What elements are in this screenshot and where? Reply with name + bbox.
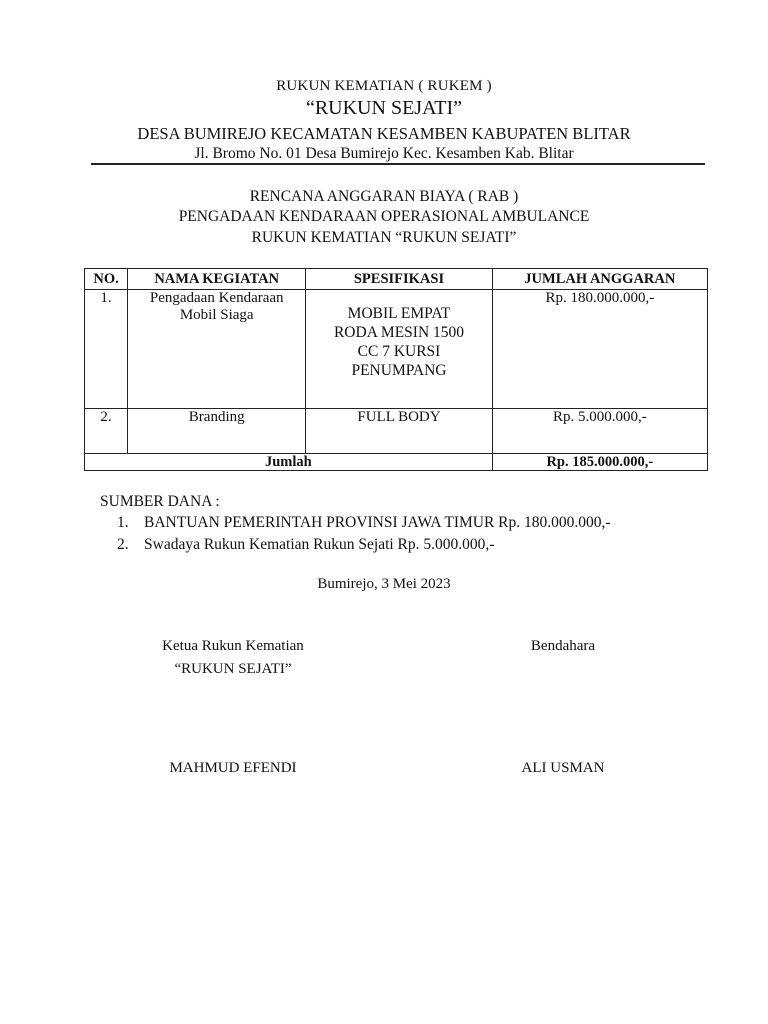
doc-title-line2: PENGADAAN KENDARAAN OPERASIONAL AMBULANCE <box>178 208 590 225</box>
region-line: DESA BUMIREJO KECAMATAN KESAMBEN KABUPATEN BLITAR <box>137 124 631 143</box>
signature-block-right <box>463 635 663 658</box>
header-no: NO. <box>85 269 128 290</box>
cell-line: RODA MESIN 1500 <box>333 324 465 341</box>
table-total-row <box>85 454 708 471</box>
list-item <box>117 536 494 554</box>
signer-title: Ketua Rukun Kematian <box>162 638 304 654</box>
header-divider <box>91 163 705 165</box>
sumber-dana-label: SUMBER DANA : <box>100 493 220 510</box>
signer-name-left: MAHMUD EFENDI <box>169 760 297 776</box>
cell-nama-kegiatan <box>128 409 306 454</box>
list-text: Swadaya Rukun Kematian Rukun Sejati Rp. 5.000.000,- <box>144 536 495 553</box>
org-line: RUKUN KEMATIAN ( RUKEM ) <box>276 78 492 94</box>
doc-title-line1: RENCANA ANGGARAN BIAYA ( RAB ) <box>249 188 519 205</box>
header-spesifikasi: SPESIFIKASI <box>306 269 492 290</box>
cell-line: MOBIL EMPAT <box>347 305 451 322</box>
cell-jumlah: Rp. 180.000.000,- <box>492 290 707 409</box>
list-text: BANTUAN PEMERINTAH PROVINSI JAWA TIMUR Rp. 180.000.000,- <box>144 514 611 531</box>
table-header-row <box>85 269 708 290</box>
cell-no: 2. <box>85 409 128 454</box>
cell-no: 1. <box>85 290 128 409</box>
cell-line: FULL BODY <box>357 409 441 425</box>
table-row <box>85 290 708 409</box>
doc-title-line3: RUKUN KEMATIAN “RUKUN SEJATI” <box>251 229 517 246</box>
total-label: Jumlah <box>85 454 493 471</box>
cell-line: CC 7 KURSI <box>357 343 441 360</box>
list-item <box>117 514 611 532</box>
document-date: Bumirejo, 3 Mei 2023 <box>317 576 451 592</box>
header-nama-kegiatan: NAMA KEGIATAN <box>128 269 306 290</box>
list-number: 2. <box>117 536 129 553</box>
address-line: Jl. Bromo No. 01 Desa Bumirejo Kec. Kesamben Kab. Blitar <box>194 145 574 162</box>
cell-spesifikasi <box>306 290 492 409</box>
list-number: 1. <box>117 514 129 531</box>
table-row <box>85 409 708 454</box>
header-jumlah-anggaran: JUMLAH ANGGARAN <box>492 269 707 290</box>
total-value: Rp. 185.000.000,- <box>492 454 707 471</box>
cell-nama-kegiatan <box>128 290 306 409</box>
signer-title: Bendahara <box>530 638 596 654</box>
cell-line: Mobil Siaga <box>179 307 254 323</box>
org-name: “RUKUN SEJATI” <box>305 97 463 119</box>
signature-block-left <box>133 635 333 681</box>
signer-org: “RUKUN SEJATI” <box>174 661 292 677</box>
signer-name-right: ALI USMAN <box>521 760 605 776</box>
cell-line: PENUMPANG <box>351 362 447 379</box>
cell-line: Branding <box>188 409 245 425</box>
cell-jumlah: Rp. 5.000.000,- <box>492 409 707 454</box>
cell-spesifikasi <box>306 409 492 454</box>
budget-table <box>84 268 708 471</box>
cell-line: Pengadaan Kendaraan <box>149 290 284 306</box>
